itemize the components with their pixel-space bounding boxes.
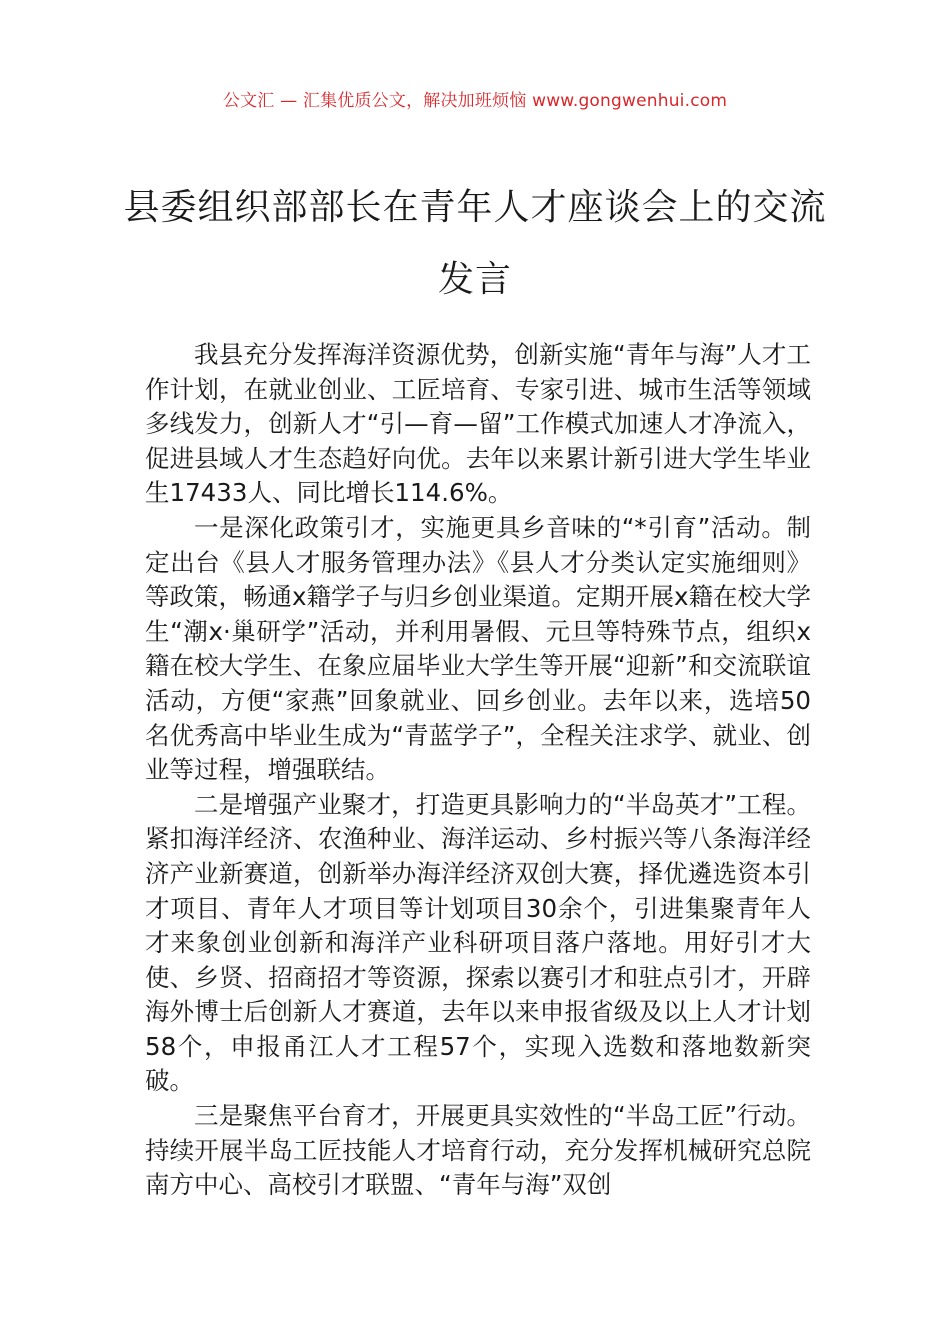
paragraph-platform: 三是聚焦平台育才，开展更具实效性的“半岛工匠”行动。持续开展半岛工匠技能人才培育行动，充分发挥机械研究总院南方中心、高校引才联盟、“青年与海”双创 xyxy=(145,1101,811,1200)
document-body xyxy=(145,338,811,1203)
paragraph-industry: 二是增强产业聚才，打造更具影响力的“半岛英才”工程。紧扣海洋经济、农渔种业、海洋运动、乡村振兴等八条海洋经济产业新赛道，创新举办海洋经济双创大赛，择优遴选资本引才项目、青年人才项目等计划项目30余个，引进集聚青年人才来象创业创新和海洋产业科研项目落户落地。用好引才大使、乡贤、招商招才等资源，探索以赛引才和驻点引才，开辟海外博士后创新人才赛道，去年以来申报省级及以上人才计划58个，申报甬江人才工程57个，实现入选数和落地数新突破。 xyxy=(145,789,811,1096)
paragraph-intro: 我县充分发挥海洋资源优势，创新实施“青年与海”人才工作计划，在就业创业、工匠培育、专家引进、城市生活等领域多线发力，创新人才“引—育—留”工作模式加速人才净流入，促进县域人才生态趋好向优。去年以来累计新引进大学生毕业生17433人、同比增长114.6%。 xyxy=(145,340,811,508)
document-title: 县委组织部部长在青年人才座谈会上的交流发言 xyxy=(123,187,827,300)
header-site-link[interactable]: 公文汇 — 汇集优质公文，解决加班烦恼 www.gongwenhui.com xyxy=(222,91,728,111)
paragraph-policy: 一是深化政策引才，实施更具乡音味的“*引育”活动。制定出台《县人才服务管理办法》《县人才分类认定实施细则》等政策，畅通x籍学子与归乡创业渠道。定期开展x籍在校大学生“潮x·巢研学”活动，并利用暑假、元旦等特殊节点，组织x籍在校大学生、在象应届毕业大学生等开展“迎新”和交流联谊活动，方便“家燕”回象就业、回乡创业。去年以来，选培50名优秀高中毕业生成为“青蓝学子”，全程关注求学、就业、创业等过程，增强联结。 xyxy=(145,512,811,785)
